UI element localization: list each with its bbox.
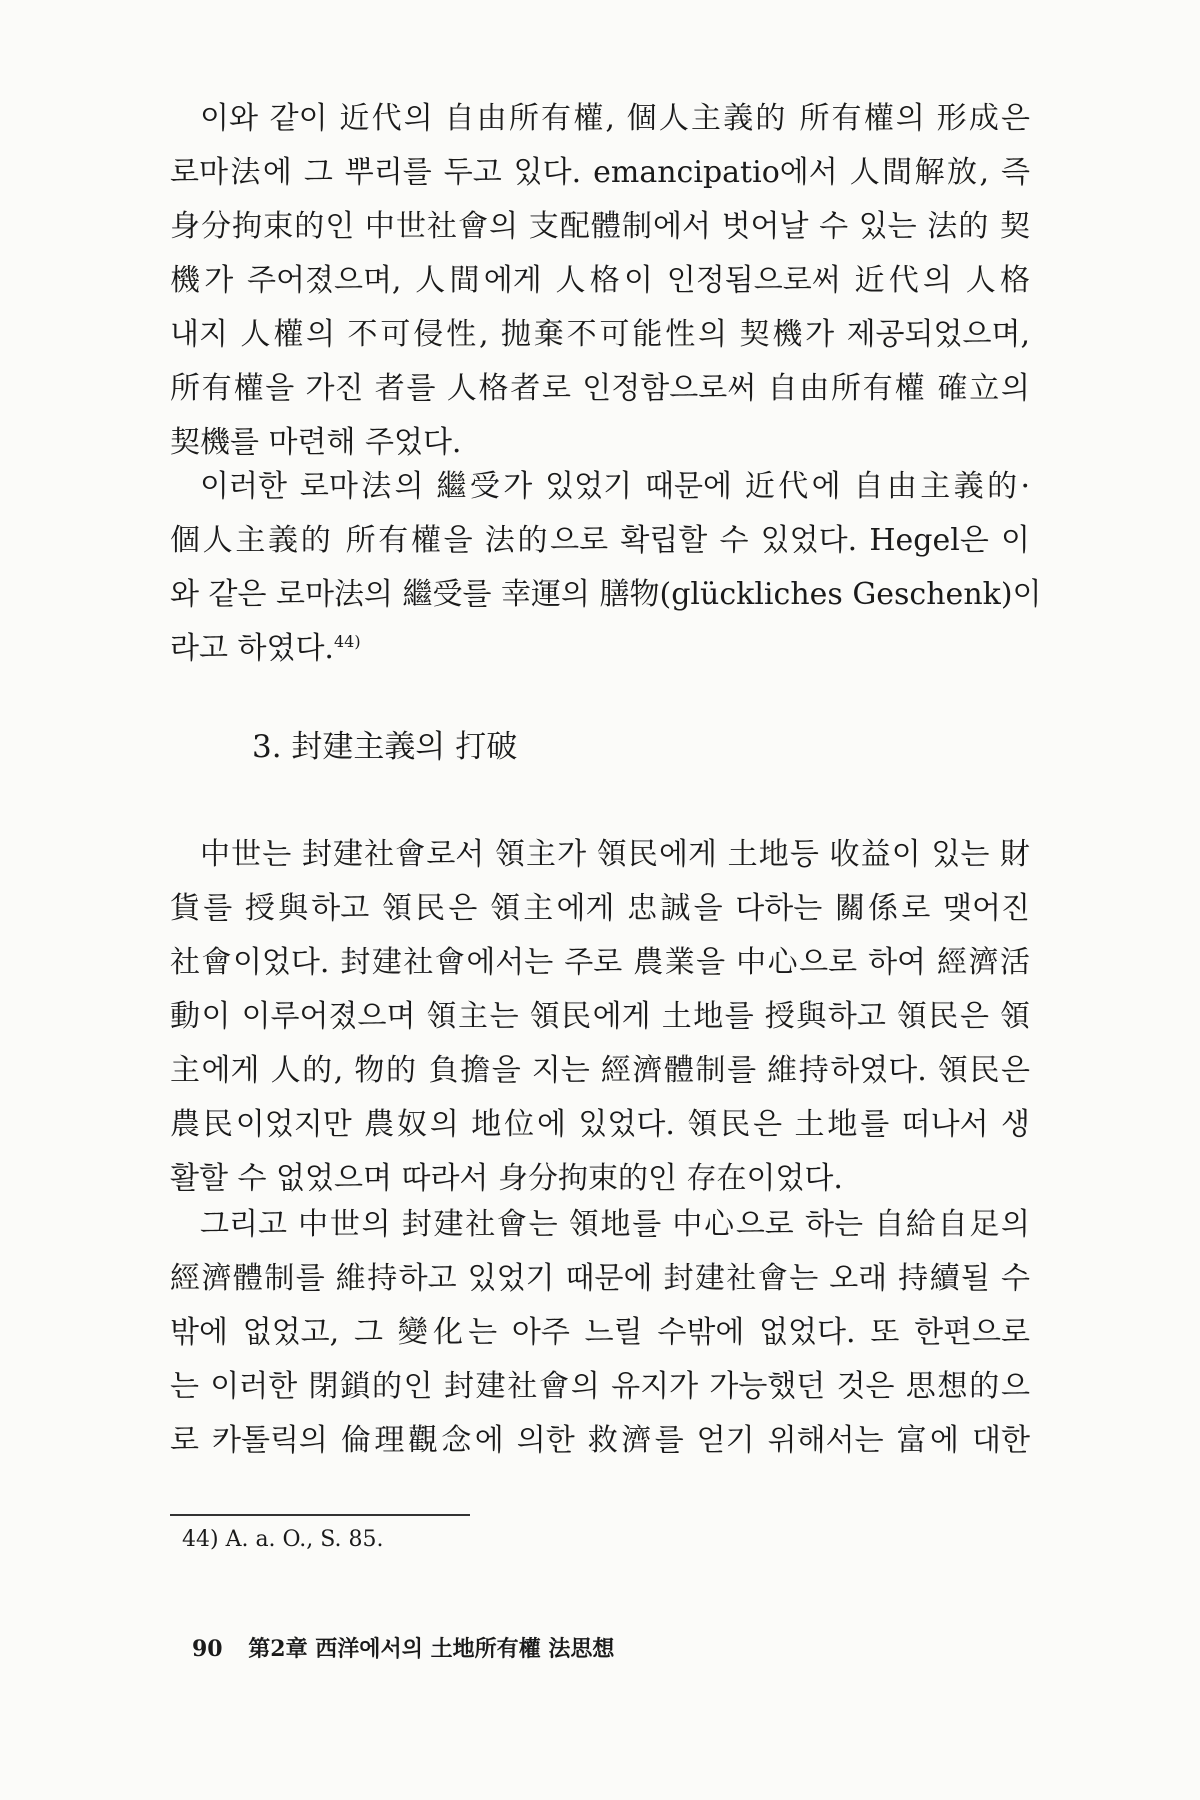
- paragraph-roman-law-origins: [170, 92, 1030, 470]
- text-line: 그리고 中世의 封建社會는 領地를 中心으로 하는 自給自足의: [200, 1207, 1030, 1242]
- text-line: 내지 人權의 不可侵性, 抛棄不可能性의 契機가 제공되었으며,: [170, 317, 1030, 352]
- text-line: 農民이었지만 農奴의 地位에 있었다. 領民은 土地를 떠나서 생: [170, 1107, 1030, 1142]
- paragraph-roman-law-reception: [170, 460, 1042, 676]
- text-line: 契機를 마련해 주었다.: [170, 425, 462, 460]
- text-line: 社會이었다. 封建社會에서는 주로 農業을 中心으로 하여 經濟活: [170, 945, 1030, 980]
- text-line: 中世는 封建社會로서 領主가 領民에게 土地등 收益이 있는 財: [200, 837, 1030, 872]
- text-line: 밖에 없었고, 그 變化는 아주 느릴 수밖에 없었다. 또 한편으로: [170, 1315, 1030, 1350]
- text-line: 主에게 人的, 物的 負擔을 지는 經濟體制를 維持하였다. 領民은: [170, 1053, 1030, 1088]
- footnote-reference[interactable]: 44): [333, 632, 361, 651]
- paragraph-feudal-economy: [170, 1198, 1030, 1468]
- text-line: 와 같은 로마法의 繼受를 幸運의 膳物(glückliches Geschenk)이: [170, 577, 1042, 612]
- text-line: 個人主義的 所有權을 法的으로 확립할 수 있었다. Hegel은 이: [170, 523, 1030, 558]
- running-footer: [192, 1632, 614, 1666]
- text-line: 身分拘束的인 中世社會의 支配體制에서 벗어날 수 있는 法的 契: [170, 209, 1030, 244]
- chapter-title: 第2章 西洋에서의 土地所有權 法思想: [248, 1636, 615, 1662]
- text-line: 貨를 授與하고 領民은 領主에게 忠誠을 다하는 關係로 맺어진: [170, 891, 1030, 926]
- text-line: 經濟體制를 維持하고 있었기 때문에 封建社會는 오래 持續될 수: [170, 1261, 1030, 1296]
- text-line-content: 라고 하였다.: [170, 631, 334, 666]
- text-line: 所有權을 가진 者를 人格者로 인정함으로써 自由所有權 確立의: [170, 371, 1030, 406]
- text-line: [170, 622, 1030, 676]
- text-line: 機가 주어졌으며, 人間에게 人格이 인정됨으로써 近代의 人格: [170, 263, 1030, 298]
- text-line: 이러한 로마法의 繼受가 있었기 때문에 近代에 自由主義的·: [200, 469, 1030, 504]
- text-line: 는 이러한 閉鎖的인 封建社會의 유지가 가능했던 것은 思想的으: [170, 1369, 1030, 1404]
- section-heading: 3. 封建主義의 打破: [252, 729, 518, 765]
- footnote-text: 44) A. a. O., S. 85.: [182, 1527, 384, 1552]
- text-line: 활할 수 없었으며 따라서 身分拘束的인 存在이었다.: [170, 1161, 843, 1196]
- text-line: 로 카톨릭의 倫理觀念에 의한 救濟를 얻기 위해서는 富에 대한: [170, 1423, 1030, 1458]
- text-line: 動이 이루어졌으며 領主는 領民에게 土地를 授與하고 領民은 領: [170, 999, 1030, 1034]
- footnote-divider: [170, 1514, 470, 1516]
- text-line: 로마法에 그 뿌리를 두고 있다. emancipatio에서 人間解放, 즉: [170, 155, 1030, 190]
- page-number: 90: [192, 1636, 223, 1662]
- text-line: 이와 같이 近代의 自由所有權, 個人主義的 所有權의 形成은: [200, 101, 1030, 136]
- paragraph-feudal-society: [170, 828, 1030, 1206]
